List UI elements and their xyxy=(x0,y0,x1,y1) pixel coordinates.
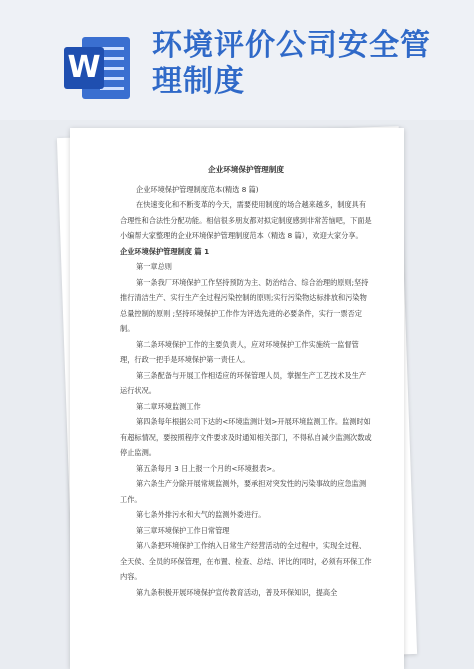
banner xyxy=(0,0,474,120)
document-title: 企业环境保护管理制度 xyxy=(208,165,284,174)
paragraph: 第二章环境监测工作 xyxy=(136,401,201,411)
paragraph: 第六条生产分除开展常规监测外，要承担对突发性的污染事故的应急监测工作。 xyxy=(120,479,367,504)
paragraph: 第五条每月 3 日上报一个月的<环境报表>。 xyxy=(136,463,280,473)
paragraph: 第三章环境保护工作日常管理 xyxy=(136,525,230,535)
paragraph: 第八条把环境保护工作纳入日常生产经营活动的全过程中，实现全过程、全天侯、全员的环保管理，在布置、检查、总结、评比的同时，必须有环保工作内容。 xyxy=(120,541,372,581)
paragraph: 企业环境保护管理制度范本(精选 8 篇) xyxy=(136,184,259,194)
paragraph: 第二条环境保护工作的主要负责人，应对环境保护工作实施统一监督管理，行政一把手是环境保护第一责任人。 xyxy=(120,339,359,364)
banner-title: 环境评价公司安全管理制度 xyxy=(152,28,431,99)
document-body xyxy=(120,182,372,601)
paragraph: 第七条外排污水和大气的监测外委进行。 xyxy=(136,510,266,519)
document-content xyxy=(120,162,372,600)
section-heading: 企业环境保护管理制度 篇 1 xyxy=(120,246,210,256)
paragraph: 第四条每年根据公司下达的<环境监测计划>开展环境监测工作。监测时如有超标情况，要按照程序文件要求及时通知相关部门，不得私自减少监测次数或停止监测。 xyxy=(120,417,372,457)
document-page xyxy=(70,128,404,669)
paragraph: 第三条配备与开展工作相适应的环保管理人员，掌握生产工艺技术及生产运行状况。 xyxy=(120,370,367,395)
paragraph: 第一条我厂环境保护工作坚持预防为主、防治结合、综合治理的原则;坚持推行清洁生产、实行生产全过程污染控制的原则;实行污染物达标排放和污染物总量控制的原则 ;坚持环境保护工作作为评选先进的必要条件，实行一票否定制。 xyxy=(120,277,369,333)
word-icon-letter: W xyxy=(64,47,104,89)
paragraph: 在快速变化和不断变革的今天，需要使用制度的场合越来越多，制度具有合理性和合法性分配功能。相信很多朋友都对拟定制度感到非常苦恼吧，下面是小编帮大家整理的企业环境保护管理制度范本（精选 8 篇），欢迎大家分享。 xyxy=(120,200,372,240)
paragraph: 第一章总则 xyxy=(136,262,172,271)
word-document-icon xyxy=(64,33,134,103)
paragraph: 第九条积极开展环境保护宣传教育活动，普及环保知识，提高全 xyxy=(136,587,338,597)
